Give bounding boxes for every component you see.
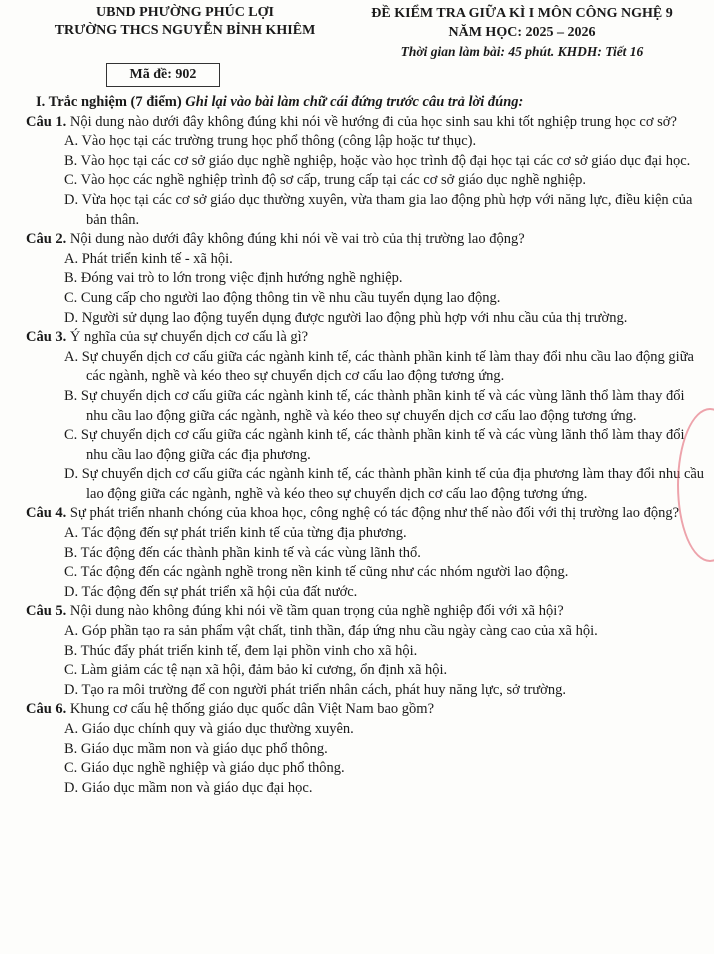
question-stem xyxy=(0,230,714,250)
question-text: Nội dung nào không đúng khi nói về tầm quan trọng của nghề nghiệp đối với xã hội? xyxy=(69,603,564,620)
question-number: Câu 4. xyxy=(26,505,67,522)
question-text: Sự phát triển nhanh chóng của khoa học, công nghệ có tác động như thế nào đối với thị trường lao động? xyxy=(69,505,680,522)
question-block xyxy=(0,328,714,504)
section-heading xyxy=(0,93,714,113)
question-number: Câu 1. xyxy=(26,113,67,130)
answer-option: C. Sự chuyển dịch cơ cấu giữa các ngành kinh tế, các thành phần kinh tế và các vùng lãnh thổ làm thay đổi nhu cầu lao động giữa các địa phương. xyxy=(64,427,685,463)
answer-option: C. Làm giảm các tệ nạn xã hội, đảm bảo kỉ cương, ổn định xã hội. xyxy=(64,662,448,679)
question-number: Câu 6. xyxy=(26,701,67,718)
school-header xyxy=(0,4,370,40)
answer-option: A. Phát triển kinh tế - xã hội. xyxy=(64,250,233,267)
exam-title: ĐỀ KIỂM TRA GIỮA KÌ I MÔN CÔNG NGHỆ 9 xyxy=(371,6,673,21)
question-stem xyxy=(0,700,714,720)
question-stem xyxy=(0,113,714,133)
question-list xyxy=(0,113,714,799)
question-block xyxy=(0,230,714,328)
answer-option: D. Sự chuyển dịch cơ cấu giữa các ngành kinh tế, các thành phần kinh tế của địa phương làm thay đổi nhu cầu lao động giữa các ngành, nghề và kéo theo sự chuyển dịch cơ cấu lao động tương ứng. xyxy=(64,466,705,502)
exam-content xyxy=(0,93,714,798)
question-text: Ý nghĩa của sự chuyển dịch cơ cấu là gì? xyxy=(69,329,309,346)
question-block xyxy=(0,113,714,231)
question-block xyxy=(0,700,714,798)
section-title: I. Trắc nghiệm (7 điểm) xyxy=(36,94,182,110)
question-stem xyxy=(0,602,714,622)
answer-option: D. Giáo dục mầm non và giáo dục đại học. xyxy=(64,779,313,796)
answer-option: C. Giáo dục nghề nghiệp và giáo dục phổ thông. xyxy=(64,760,345,777)
answer-option: B. Sự chuyển dịch cơ cấu giữa các ngành kinh tế, các thành phần kinh tế và các vùng lãnh thổ làm thay đổi nhu cầu lao động giữa các ngành, nghề và kéo theo sự chuyển dịch cơ cấu lao động tương ứng. xyxy=(64,387,685,424)
answer-option: D. Vừa học tại các cơ sở giáo dục thường xuyên, vừa tham gia lao động phù hợp với năng lực, điều kiện của bản thân. xyxy=(64,191,693,228)
question-text: Nội dung nào dưới đây không đúng khi nói về hướng đi của học sinh sau khi tốt nghiệp trung học cơ sở? xyxy=(69,113,677,130)
answer-option: D. Tạo ra môi trường để con người phát triển nhân cách, phát huy năng lực, sở trường. xyxy=(64,681,566,698)
school-year: NĂM HỌC: 2025 – 2026 xyxy=(448,25,596,40)
answer-option: A. Vào học tại các trường trung học phổ thông (công lập hoặc tư thục). xyxy=(64,133,477,150)
answer-option: D. Tác động đến sự phát triển xã hội của đất nước. xyxy=(64,583,358,600)
exam-code: Mã đề: 902 xyxy=(106,63,220,87)
answer-option: B. Vào học tại các cơ sở giáo dục nghề nghiệp, hoặc vào học trình độ đại học tại các cơ sở giáo dục đại học. xyxy=(64,152,691,169)
answer-option: A. Giáo dục chính quy và giáo dục thường xuyên. xyxy=(64,721,354,737)
answer-option: A. Góp phần tạo ra sản phẩm vật chất, tinh thần, đáp ứng nhu cầu ngày càng cao của xã hội. xyxy=(64,623,598,640)
answer-option: C. Cung cấp cho người lao động thông tin về nhu cầu tuyển dụng lao động. xyxy=(64,289,501,306)
answer-option: B. Thúc đẩy phát triển kinh tế, đem lại phồn vinh cho xã hội. xyxy=(64,642,418,659)
answer-option: C. Tác động đến các ngành nghề trong nền kinh tế cũng như các nhóm người lao động. xyxy=(64,564,569,581)
answer-option: B. Tác động đến các thành phần kinh tế và các vùng lãnh thổ. xyxy=(64,544,421,561)
exam-header xyxy=(330,4,714,61)
question-number: Câu 5. xyxy=(26,603,67,620)
question-stem xyxy=(0,328,714,348)
answer-option: D. Người sử dụng lao động tuyển dụng được người lao động phù hợp với nhu cầu của thị trường. xyxy=(64,309,628,326)
exam-duration: Thời gian làm bài: 45 phút. KHDH: Tiết 16 xyxy=(400,44,644,59)
question-number: Câu 3. xyxy=(26,329,67,346)
school-name: TRƯỜNG THCS NGUYỄN BỈNH KHIÊM xyxy=(54,23,316,38)
answer-option: A. Sự chuyển dịch cơ cấu giữa các ngành kinh tế, các thành phần kinh tế làm thay đổi nhu cầu lao động giữa các ngành, nghề và kéo theo sự chuyển dịch cơ cấu lao động tương ứng. xyxy=(64,348,694,385)
question-block xyxy=(0,602,714,700)
question-stem xyxy=(0,504,714,524)
question-text: Nội dung nào dưới đây không đúng khi nói về vai trò của thị trường lao động? xyxy=(69,231,525,248)
answer-option: B. Đóng vai trò to lớn trong việc định hướng nghề nghiệp. xyxy=(64,270,403,287)
question-block xyxy=(0,504,714,602)
answer-option: A. Tác động đến sự phát triển kinh tế của từng địa phương. xyxy=(64,525,407,542)
ward-name: UBND PHƯỜNG PHÚC LỢI xyxy=(96,5,274,20)
question-number: Câu 2. xyxy=(26,231,67,248)
section-instruction: Ghi lại vào bài làm chữ cái đứng trước câu trả lời đúng: xyxy=(185,94,524,110)
question-text: Khung cơ cấu hệ thống giáo dục quốc dân Việt Nam bao gồm? xyxy=(69,701,435,718)
answer-option: B. Giáo dục mầm non và giáo dục phổ thông. xyxy=(64,740,328,757)
answer-option: C. Vào học các nghề nghiệp trình độ sơ cấp, trung cấp tại các cơ sở giáo dục nghề nghiệp. xyxy=(64,172,587,189)
